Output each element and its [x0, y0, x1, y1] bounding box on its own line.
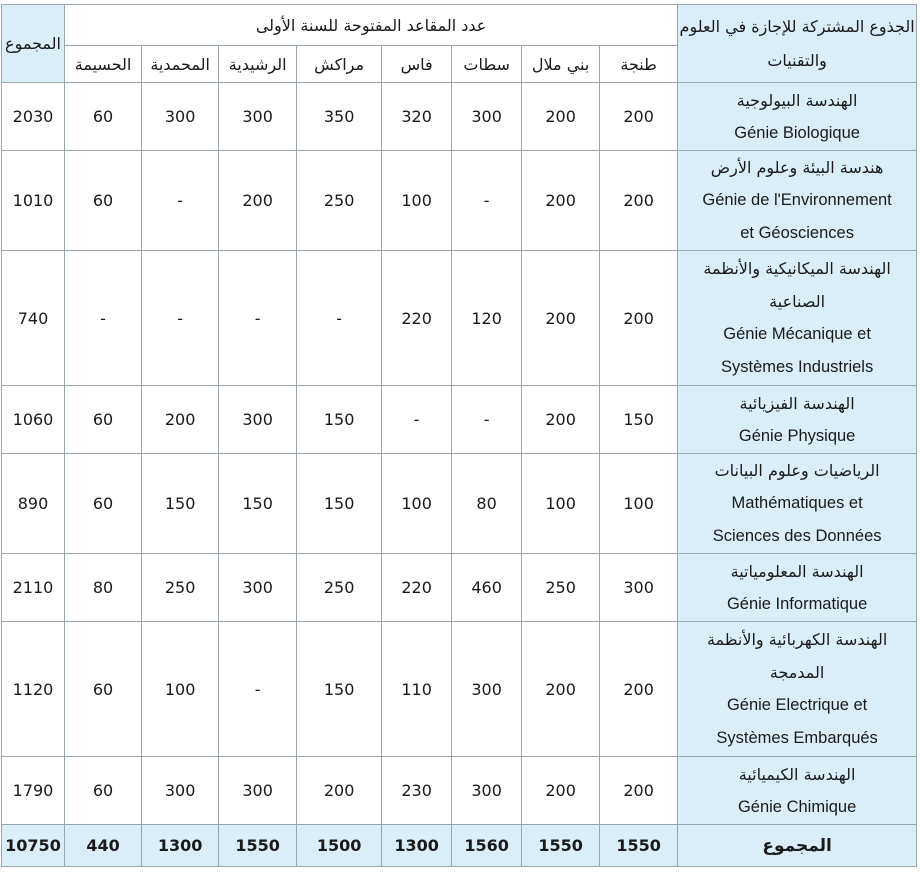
city-header: فاس [382, 46, 452, 83]
seat-value-cell: 460 [452, 554, 522, 622]
seat-value-cell: - [297, 251, 382, 386]
stream-name-cell [678, 251, 917, 386]
city-header: المحمدية [142, 46, 219, 83]
stream-name-cell [678, 757, 917, 825]
stream-name-ar: المدمجة [769, 663, 825, 682]
seat-value-cell: 80 [452, 454, 522, 554]
row-total-cell: 1010 [2, 151, 65, 251]
seat-value-cell: 200 [142, 386, 219, 454]
table-row [2, 386, 917, 454]
seats-header: عدد المقاعد المفتوحة للسنة الأولى [65, 5, 678, 46]
seat-value-cell: 300 [142, 83, 219, 151]
seat-value-cell: 100 [600, 454, 678, 554]
row-total-cell: 740 [2, 251, 65, 386]
table-row [2, 151, 917, 251]
seat-value-cell: 110 [382, 622, 452, 757]
seat-value-cell: 220 [382, 251, 452, 386]
seat-value-cell: 80 [65, 554, 142, 622]
seat-value-cell: 300 [142, 757, 219, 825]
seat-value-cell: 300 [219, 554, 297, 622]
seat-value-cell: - [382, 386, 452, 454]
stream-name-ar: الهندسة الكهربائية والأنظمة [706, 630, 888, 649]
seat-value-cell: 200 [600, 757, 678, 825]
seat-value-cell: 350 [297, 83, 382, 151]
header-row-1 [2, 5, 917, 46]
stream-name-cell [678, 554, 917, 622]
city-total-cell: 1550 [522, 825, 600, 867]
seat-value-cell: 250 [297, 151, 382, 251]
seat-value-cell: 60 [65, 454, 142, 554]
seat-value-cell: - [452, 386, 522, 454]
stream-name-fr: Génie Physique [738, 426, 856, 445]
row-total-cell: 890 [2, 454, 65, 554]
seat-value-cell: 220 [382, 554, 452, 622]
stream-name-fr: Mathématiques et [731, 494, 863, 512]
total-header: المجموع [2, 5, 65, 83]
seat-value-cell: 60 [65, 151, 142, 251]
seat-value-cell: - [452, 151, 522, 251]
seat-value-cell: 200 [600, 83, 678, 151]
seat-value-cell: 200 [600, 622, 678, 757]
seat-value-cell: 200 [600, 151, 678, 251]
seat-value-cell: 100 [522, 454, 600, 554]
stream-name-cell [678, 454, 917, 554]
city-header: الرشيدية [219, 46, 297, 83]
table-row [2, 622, 917, 757]
city-total-cell: 1560 [452, 825, 522, 867]
row-total-cell: 2110 [2, 554, 65, 622]
city-total-cell: 1500 [297, 825, 382, 867]
table-row [2, 554, 917, 622]
seat-value-cell: - [219, 622, 297, 757]
seat-value-cell: - [142, 151, 219, 251]
seat-value-cell: 200 [522, 251, 600, 386]
stream-name-cell [678, 622, 917, 757]
city-header: طنجة [600, 46, 678, 83]
stream-name-ar: الصناعية [769, 292, 826, 311]
seat-value-cell: - [142, 251, 219, 386]
table-row [2, 83, 917, 151]
seat-value-cell: 100 [382, 454, 452, 554]
stream-name-fr: Systèmes Industriels [720, 358, 874, 376]
city-total-cell: 1300 [142, 825, 219, 867]
seat-value-cell: 200 [297, 757, 382, 825]
stream-name-fr: Génie Chimique [737, 797, 857, 816]
stream-name-fr: Systèmes Embarqués [716, 729, 878, 747]
table-row [2, 454, 917, 554]
seat-value-cell: 200 [219, 151, 297, 251]
row-total-cell: 2030 [2, 83, 65, 151]
grand-total-row [2, 825, 917, 867]
seat-value-cell: 100 [142, 622, 219, 757]
seat-value-cell: 150 [219, 454, 297, 554]
seat-value-cell: 300 [219, 83, 297, 151]
seat-value-cell: 100 [382, 151, 452, 251]
city-header: سطات [452, 46, 522, 83]
stream-name-fr: et Géosciences [740, 224, 854, 242]
seat-value-cell: 150 [297, 386, 382, 454]
stream-name-fr: Génie Mécanique et [723, 325, 871, 343]
seat-value-cell: 250 [522, 554, 600, 622]
seat-value-cell: 60 [65, 757, 142, 825]
stream-name-cell [678, 151, 917, 251]
seat-value-cell: 300 [452, 757, 522, 825]
seat-value-cell: 300 [219, 757, 297, 825]
stream-name-cell [678, 83, 917, 151]
stream-name-fr: Sciences des Données [712, 527, 882, 545]
stream-name-fr: Génie de l'Environnement [702, 191, 892, 209]
table-row [2, 251, 917, 386]
seat-value-cell: 200 [522, 386, 600, 454]
stream-header: الجذوع المشتركة للإجازة في العلوم والتقنيات [678, 5, 917, 83]
city-total-cell: 1550 [219, 825, 297, 867]
city-header: مراكش [297, 46, 382, 83]
seat-value-cell: 230 [382, 757, 452, 825]
stream-name-ar: الهندسة الكيميائية [738, 764, 856, 784]
seat-value-cell: 60 [65, 386, 142, 454]
grand-total-label: المجموع [678, 825, 917, 867]
seat-value-cell: 300 [219, 386, 297, 454]
stream-name-fr: Génie Electrique et [726, 696, 868, 714]
seat-value-cell: 200 [600, 251, 678, 386]
city-header: بني ملال [522, 46, 600, 83]
seat-value-cell: 150 [297, 622, 382, 757]
stream-name-fr: Génie Biologique [734, 123, 860, 142]
city-header: الحسيمة [65, 46, 142, 83]
city-total-cell: 440 [65, 825, 142, 867]
seat-value-cell: 250 [297, 554, 382, 622]
seat-value-cell: 320 [382, 83, 452, 151]
seat-value-cell: 150 [142, 454, 219, 554]
seat-value-cell: 120 [452, 251, 522, 386]
stream-name-ar: الهندسة المعلومياتية [730, 561, 864, 581]
city-total-cell: 1550 [600, 825, 678, 867]
grand-total-value: 10750 [2, 825, 65, 867]
seat-value-cell: 300 [452, 622, 522, 757]
stream-name-fr: Génie Informatique [726, 594, 868, 613]
stream-name-cell [678, 386, 917, 454]
seat-value-cell: 200 [522, 151, 600, 251]
seat-value-cell: 200 [522, 622, 600, 757]
seat-value-cell: 300 [600, 554, 678, 622]
seats-table [1, 4, 917, 867]
seat-value-cell: 60 [65, 622, 142, 757]
seat-value-cell: - [219, 251, 297, 386]
row-total-cell: 1790 [2, 757, 65, 825]
seat-value-cell: - [65, 251, 142, 386]
row-total-cell: 1120 [2, 622, 65, 757]
seat-value-cell: 150 [297, 454, 382, 554]
stream-name-ar: الرياضيات وعلوم البيانات [714, 461, 880, 480]
stream-name-ar: هندسة البيئة وعلوم الأرض [710, 158, 884, 177]
row-total-cell: 1060 [2, 386, 65, 454]
seat-value-cell: 250 [142, 554, 219, 622]
stream-name-ar: الهندسة البيولوجية [736, 90, 858, 110]
table-row [2, 757, 917, 825]
stream-name-ar: الهندسة الفيزيائية [739, 393, 855, 413]
seat-value-cell: 300 [452, 83, 522, 151]
city-total-cell: 1300 [382, 825, 452, 867]
seat-value-cell: 200 [522, 757, 600, 825]
seat-value-cell: 60 [65, 83, 142, 151]
stream-name-ar: الهندسة الميكانيكية والأنظمة [703, 259, 891, 278]
seat-value-cell: 150 [600, 386, 678, 454]
seat-value-cell: 200 [522, 83, 600, 151]
